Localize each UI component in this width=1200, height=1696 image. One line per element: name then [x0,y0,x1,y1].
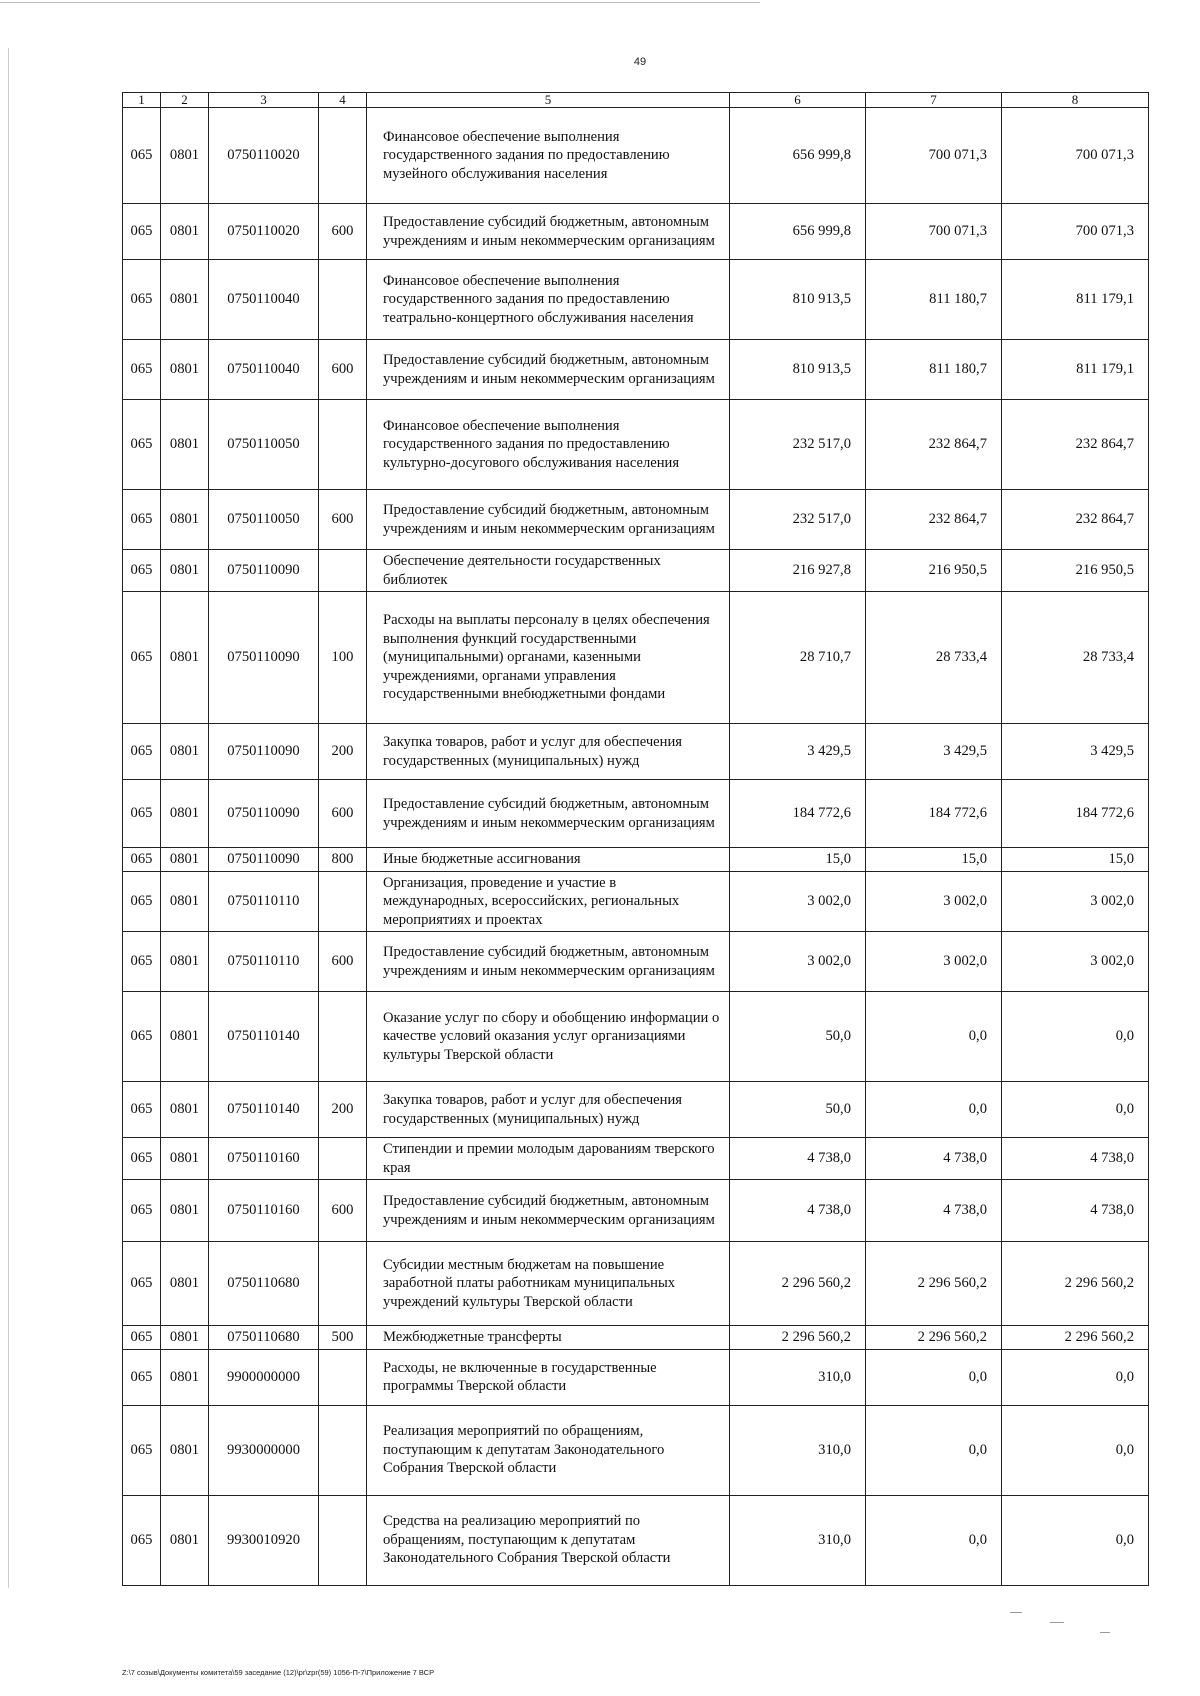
table-cell-col-3: 9900000000 [209,1349,319,1405]
table-cell-col-3: 0750110160 [209,1138,319,1180]
table-cell-col-1: 065 [123,1082,161,1138]
table-cell-col-6: 4 738,0 [730,1180,866,1242]
table-cell-col-1: 065 [123,724,161,780]
table-cell-col-5: Межбюджетные трансферты [367,1326,730,1350]
table-cell-col-4: 600 [319,204,367,260]
table-cell-col-3: 0750110050 [209,400,319,490]
column-header: 2 [161,93,209,108]
table-cell-col-1: 065 [123,490,161,550]
table-cell-col-6: 4 738,0 [730,1138,866,1180]
table-row [123,1495,1149,1585]
table-cell-col-6: 3 002,0 [730,932,866,992]
table-cell-col-7: 15,0 [866,848,1002,872]
table-cell-col-2: 0801 [161,1242,209,1326]
table-cell-col-8: 0,0 [1002,1495,1149,1585]
table-cell-col-4: 600 [319,490,367,550]
table-cell-col-3: 0750110090 [209,848,319,872]
table-cell-col-4 [319,1349,367,1405]
table-cell-col-5: Оказание услуг по сбору и обобщению информации о качестве условий оказания услуг организациями культуры Тверской области [367,992,730,1082]
table-cell-col-1: 065 [123,1495,161,1585]
table-cell-col-5: Расходы, не включенные в государственные программы Тверской области [367,1349,730,1405]
table-cell-col-8: 700 071,3 [1002,204,1149,260]
table-cell-col-4 [319,108,367,204]
table-cell-col-8: 0,0 [1002,1405,1149,1495]
table-cell-col-4 [319,871,367,932]
table-cell-col-7: 216 950,5 [866,550,1002,592]
table-cell-col-5: Финансовое обеспечение выполнения государственного задания по предоставлению театрально-концертного обслуживания населения [367,260,730,340]
table-cell-col-6: 656 999,8 [730,204,866,260]
table-cell-col-1: 065 [123,260,161,340]
table-cell-col-5: Реализация мероприятий по обращениям, поступающим к депутатам Законодательного Собрания Тверской области [367,1405,730,1495]
table-cell-col-1: 065 [123,550,161,592]
table-row [123,1326,1149,1350]
table-cell-col-6: 3 429,5 [730,724,866,780]
table-cell-col-7: 232 864,7 [866,400,1002,490]
table-cell-col-7: 4 738,0 [866,1180,1002,1242]
table-cell-col-7: 0,0 [866,992,1002,1082]
table-cell-col-2: 0801 [161,204,209,260]
table-cell-col-4 [319,1495,367,1585]
table-cell-col-7: 3 002,0 [866,932,1002,992]
table-cell-col-3: 0750110160 [209,1180,319,1242]
table-cell-col-2: 0801 [161,400,209,490]
table-cell-col-7: 0,0 [866,1349,1002,1405]
table-row [123,1138,1149,1180]
table-cell-col-8: 216 950,5 [1002,550,1149,592]
table-cell-col-7: 700 071,3 [866,108,1002,204]
table-cell-col-3: 0750110020 [209,108,319,204]
table-cell-col-8: 811 179,1 [1002,260,1149,340]
table-cell-col-7: 232 864,7 [866,490,1002,550]
table-cell-col-8: 232 864,7 [1002,400,1149,490]
table-cell-col-7: 3 002,0 [866,871,1002,932]
table-cell-col-4: 100 [319,592,367,724]
table-cell-col-2: 0801 [161,932,209,992]
table-cell-col-2: 0801 [161,1082,209,1138]
table-cell-col-6: 656 999,8 [730,108,866,204]
table-cell-col-4 [319,992,367,1082]
table-cell-col-3: 0750110040 [209,340,319,400]
table-cell-col-8: 4 738,0 [1002,1180,1149,1242]
table-row [123,1082,1149,1138]
table-cell-col-1: 065 [123,1180,161,1242]
table-cell-col-8: 3 002,0 [1002,871,1149,932]
table-cell-col-6: 216 927,8 [730,550,866,592]
column-header: 3 [209,93,319,108]
table-cell-col-7: 2 296 560,2 [866,1326,1002,1350]
table-cell-col-3: 0750110020 [209,204,319,260]
footer-file-path: Z:\7 созыв\Документы комитета\59 заседание (12)\pr\zpr(59) 1056-П-7\Приложение 7 ВСР [122,1668,435,1677]
table-cell-col-3: 0750110090 [209,724,319,780]
table-row [123,1242,1149,1326]
table-row [123,204,1149,260]
column-number-row [123,93,1149,108]
table-cell-col-8: 184 772,6 [1002,780,1149,848]
column-header: 6 [730,93,866,108]
table-cell-col-1: 065 [123,992,161,1082]
table-row [123,550,1149,592]
table-cell-col-4 [319,400,367,490]
table-cell-col-2: 0801 [161,992,209,1082]
table-cell-col-7: 28 733,4 [866,592,1002,724]
table-cell-col-7: 0,0 [866,1082,1002,1138]
table-cell-col-6: 310,0 [730,1405,866,1495]
table-cell-col-5: Финансовое обеспечение выполнения государственного задания по предоставлению музейного обслуживания населения [367,108,730,204]
table-cell-col-8: 0,0 [1002,1349,1149,1405]
table-cell-col-2: 0801 [161,1180,209,1242]
table-cell-col-3: 0750110680 [209,1242,319,1326]
table-cell-col-6: 50,0 [730,1082,866,1138]
table-cell-col-5: Предоставление субсидий бюджетным, автономным учреждениям и иным некоммерческим организациям [367,490,730,550]
table-cell-col-6: 3 002,0 [730,871,866,932]
table-row [123,260,1149,340]
table-cell-col-6: 232 517,0 [730,400,866,490]
table-cell-col-2: 0801 [161,550,209,592]
table-cell-col-7: 4 738,0 [866,1138,1002,1180]
table-cell-col-2: 0801 [161,340,209,400]
table-cell-col-5: Закупка товаров, работ и услуг для обеспечения государственных (муниципальных) нужд [367,1082,730,1138]
table-row [123,780,1149,848]
table-cell-col-5: Обеспечение деятельности государственных библиотек [367,550,730,592]
table-cell-col-6: 15,0 [730,848,866,872]
table-row [123,848,1149,872]
table-cell-col-4: 600 [319,340,367,400]
table-cell-col-3: 0750110140 [209,1082,319,1138]
table-cell-col-2: 0801 [161,724,209,780]
table-cell-col-6: 2 296 560,2 [730,1326,866,1350]
table-cell-col-7: 811 180,7 [866,260,1002,340]
scan-artifact [1010,1612,1022,1613]
table-cell-col-1: 065 [123,871,161,932]
scan-top-rule [0,2,760,3]
table-cell-col-8: 0,0 [1002,1082,1149,1138]
table-cell-col-1: 065 [123,400,161,490]
table-cell-col-8: 2 296 560,2 [1002,1326,1149,1350]
table-cell-col-8: 700 071,3 [1002,108,1149,204]
table-cell-col-1: 065 [123,592,161,724]
table-cell-col-7: 811 180,7 [866,340,1002,400]
table-cell-col-4 [319,1405,367,1495]
table-cell-col-6: 310,0 [730,1349,866,1405]
table-row [123,400,1149,490]
table-cell-col-7: 0,0 [866,1405,1002,1495]
table-cell-col-1: 065 [123,1138,161,1180]
table-cell-col-3: 0750110090 [209,780,319,848]
table-cell-col-4: 600 [319,932,367,992]
table-cell-col-2: 0801 [161,1138,209,1180]
table-cell-col-8: 811 179,1 [1002,340,1149,400]
table-cell-col-3: 0750110680 [209,1326,319,1350]
table-cell-col-7: 184 772,6 [866,780,1002,848]
table-cell-col-4: 200 [319,724,367,780]
table-cell-col-7: 700 071,3 [866,204,1002,260]
scan-left-rule [8,48,9,1588]
table-cell-col-8: 4 738,0 [1002,1138,1149,1180]
table-cell-col-2: 0801 [161,592,209,724]
table-cell-col-6: 50,0 [730,992,866,1082]
table-cell-col-5: Расходы на выплаты персоналу в целях обеспечения выполнения функций государственными (муниципальными) органами, казенными учреждениями, органами управления государственными внебюджетными фондами [367,592,730,724]
table-cell-col-2: 0801 [161,871,209,932]
column-header: 8 [1002,93,1149,108]
scan-artifact [1050,1622,1064,1623]
table-cell-col-4 [319,260,367,340]
table-cell-col-3: 0750110090 [209,550,319,592]
table-cell-col-3: 0750110050 [209,490,319,550]
table-cell-col-8: 15,0 [1002,848,1149,872]
table-cell-col-6: 2 296 560,2 [730,1242,866,1326]
table-cell-col-1: 065 [123,1242,161,1326]
table-cell-col-2: 0801 [161,1495,209,1585]
table-cell-col-7: 0,0 [866,1495,1002,1585]
table-cell-col-2: 0801 [161,1349,209,1405]
table-cell-col-1: 065 [123,108,161,204]
table-cell-col-1: 065 [123,932,161,992]
table-cell-col-6: 28 710,7 [730,592,866,724]
table-cell-col-4: 800 [319,848,367,872]
table-cell-col-3: 0750110140 [209,992,319,1082]
table-cell-col-1: 065 [123,204,161,260]
table-cell-col-5: Средства на реализацию мероприятий по обращениям, поступающим к депутатам Законодательного Собрания Тверской области [367,1495,730,1585]
table-row [123,992,1149,1082]
table-row [123,1180,1149,1242]
scan-artifact [1100,1632,1110,1633]
table-cell-col-8: 3 429,5 [1002,724,1149,780]
table-row [123,490,1149,550]
table-cell-col-4: 600 [319,1180,367,1242]
table-cell-col-3: 0750110040 [209,260,319,340]
table-cell-col-5: Предоставление субсидий бюджетным, автономным учреждениям и иным некоммерческим организациям [367,932,730,992]
table-cell-col-2: 0801 [161,1326,209,1350]
table-cell-col-5: Субсидии местным бюджетам на повышение заработной платы работникам муниципальных учреждений культуры Тверской области [367,1242,730,1326]
table-row [123,932,1149,992]
table-cell-col-3: 9930010920 [209,1495,319,1585]
table-cell-col-6: 184 772,6 [730,780,866,848]
table-row [123,1405,1149,1495]
table-cell-col-2: 0801 [161,490,209,550]
table-row [123,592,1149,724]
table-cell-col-4 [319,1242,367,1326]
table-row [123,871,1149,932]
table-row [123,108,1149,204]
page-number: 49 [633,56,647,68]
table-cell-col-8: 2 296 560,2 [1002,1242,1149,1326]
table-cell-col-3: 0750110110 [209,871,319,932]
table-cell-col-2: 0801 [161,848,209,872]
table-cell-col-8: 232 864,7 [1002,490,1149,550]
table-cell-col-5: Иные бюджетные ассигнования [367,848,730,872]
table-cell-col-7: 2 296 560,2 [866,1242,1002,1326]
table-row [123,1349,1149,1405]
table-cell-col-5: Предоставление субсидий бюджетным, автономным учреждениям и иным некоммерческим организациям [367,204,730,260]
table-cell-col-3: 9930000000 [209,1405,319,1495]
table-cell-col-4: 500 [319,1326,367,1350]
table-cell-col-1: 065 [123,1326,161,1350]
table-cell-col-6: 810 913,5 [730,260,866,340]
table-cell-col-5: Организация, проведение и участие в международных, всероссийских, региональных мероприятиях и проектах [367,871,730,932]
column-header: 7 [866,93,1002,108]
table-cell-col-2: 0801 [161,780,209,848]
table-cell-col-5: Предоставление субсидий бюджетным, автономным учреждениям и иным некоммерческим организациям [367,1180,730,1242]
table-cell-col-6: 232 517,0 [730,490,866,550]
table-cell-col-6: 810 913,5 [730,340,866,400]
table-body [123,108,1149,1586]
column-header: 5 [367,93,730,108]
table-cell-col-2: 0801 [161,108,209,204]
table-cell-col-4 [319,550,367,592]
table-cell-col-2: 0801 [161,260,209,340]
table-cell-col-8: 0,0 [1002,992,1149,1082]
table-cell-col-5: Закупка товаров, работ и услуг для обеспечения государственных (муниципальных) нужд [367,724,730,780]
table-cell-col-5: Финансовое обеспечение выполнения государственного задания по предоставлению культурно-досугового обслуживания населения [367,400,730,490]
table-cell-col-1: 065 [123,1349,161,1405]
table-cell-col-4: 600 [319,780,367,848]
table-cell-col-2: 0801 [161,1405,209,1495]
table-cell-col-3: 0750110090 [209,592,319,724]
table-cell-col-7: 3 429,5 [866,724,1002,780]
table-cell-col-6: 310,0 [730,1495,866,1585]
table-cell-col-4: 200 [319,1082,367,1138]
table-cell-col-1: 065 [123,1405,161,1495]
table-cell-col-8: 3 002,0 [1002,932,1149,992]
table-row [123,724,1149,780]
table-cell-col-4 [319,1138,367,1180]
table-cell-col-5: Предоставление субсидий бюджетным, автономным учреждениям и иным некоммерческим организациям [367,340,730,400]
table-cell-col-5: Предоставление субсидий бюджетным, автономным учреждениям и иным некоммерческим организациям [367,780,730,848]
table-cell-col-3: 0750110110 [209,932,319,992]
table-row [123,340,1149,400]
table-cell-col-1: 065 [123,340,161,400]
column-header: 4 [319,93,367,108]
column-header: 1 [123,93,161,108]
table-cell-col-1: 065 [123,848,161,872]
table-cell-col-5: Стипендии и премии молодым дарованиям тверского края [367,1138,730,1180]
table-cell-col-8: 28 733,4 [1002,592,1149,724]
table-cell-col-1: 065 [123,780,161,848]
budget-table [122,92,1149,1586]
